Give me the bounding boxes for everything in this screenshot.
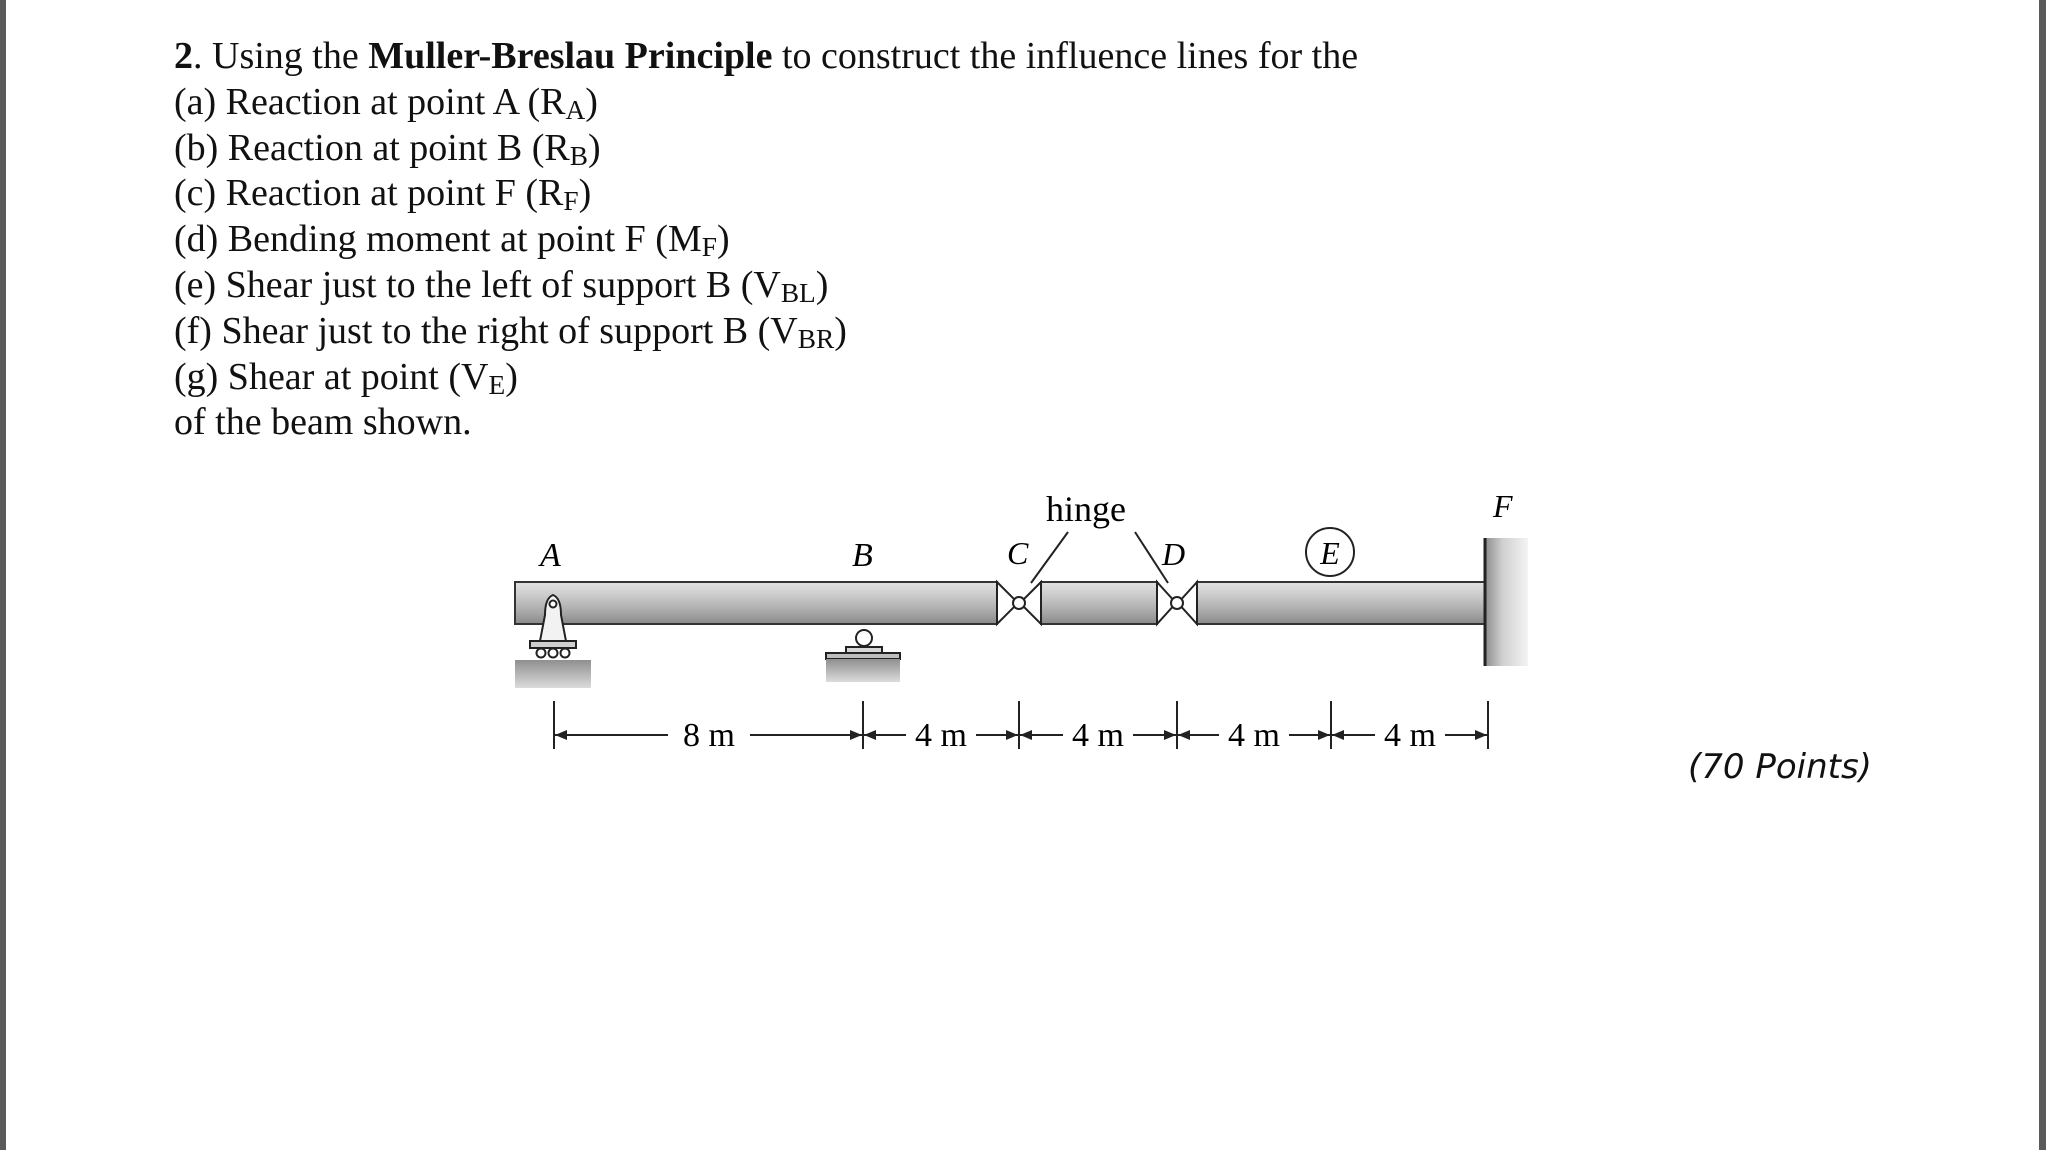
beam-segment-d-f (1197, 582, 1485, 624)
label-f: F (1493, 488, 1513, 524)
label-e: E (1320, 535, 1340, 571)
item-g: (g) Shear at point $(V_E)$ (174, 355, 518, 400)
beam-segment-a-c (515, 582, 997, 624)
points-label: (70 Points) (1688, 747, 1872, 787)
fixed-support-f (1485, 538, 1528, 666)
problem-intro: 2. Using the Muller-Breslau Principle to construct the influence lines for the (174, 35, 1359, 77)
beam-segment-c-d (1041, 582, 1157, 624)
hinge-pointer-c (1031, 532, 1068, 583)
item-b: (b) Reaction at point B $(R_B)$ (174, 126, 601, 171)
dimension-c-d: 4 m (1072, 717, 1124, 754)
problem-number: 2 (174, 35, 193, 77)
dimension-b-c: 4 m (915, 717, 967, 754)
item-c: (c) Reaction at point F $(R_F)$ (174, 172, 592, 217)
item-d: (d) Bending moment at point F $(M_F)$ (174, 218, 730, 263)
pin-support-b (826, 630, 900, 682)
dimension-d-e: 4 m (1228, 717, 1280, 754)
principle-name: Muller-Breslau Principle (368, 35, 773, 77)
label-a: A (540, 537, 561, 574)
closing-line: of the beam shown. (174, 401, 472, 444)
label-c: C (1007, 535, 1029, 571)
hinge-c (997, 582, 1041, 624)
item-f: (f) Shear just to the right of support B $(V_{BR})$ (174, 309, 847, 354)
hinge-label: hinge (1046, 489, 1126, 529)
dimension-a-b: 8 m (683, 717, 735, 754)
hinge-d (1157, 582, 1197, 624)
item-e: (e) Shear just to the left of support B $(V_{BL})$ (174, 263, 829, 308)
label-b: B (852, 537, 873, 574)
item-a: (a) Reaction at point A $(R_A)$ (174, 80, 598, 125)
label-d: D (1162, 536, 1186, 572)
dimension-e-f: 4 m (1384, 717, 1436, 754)
